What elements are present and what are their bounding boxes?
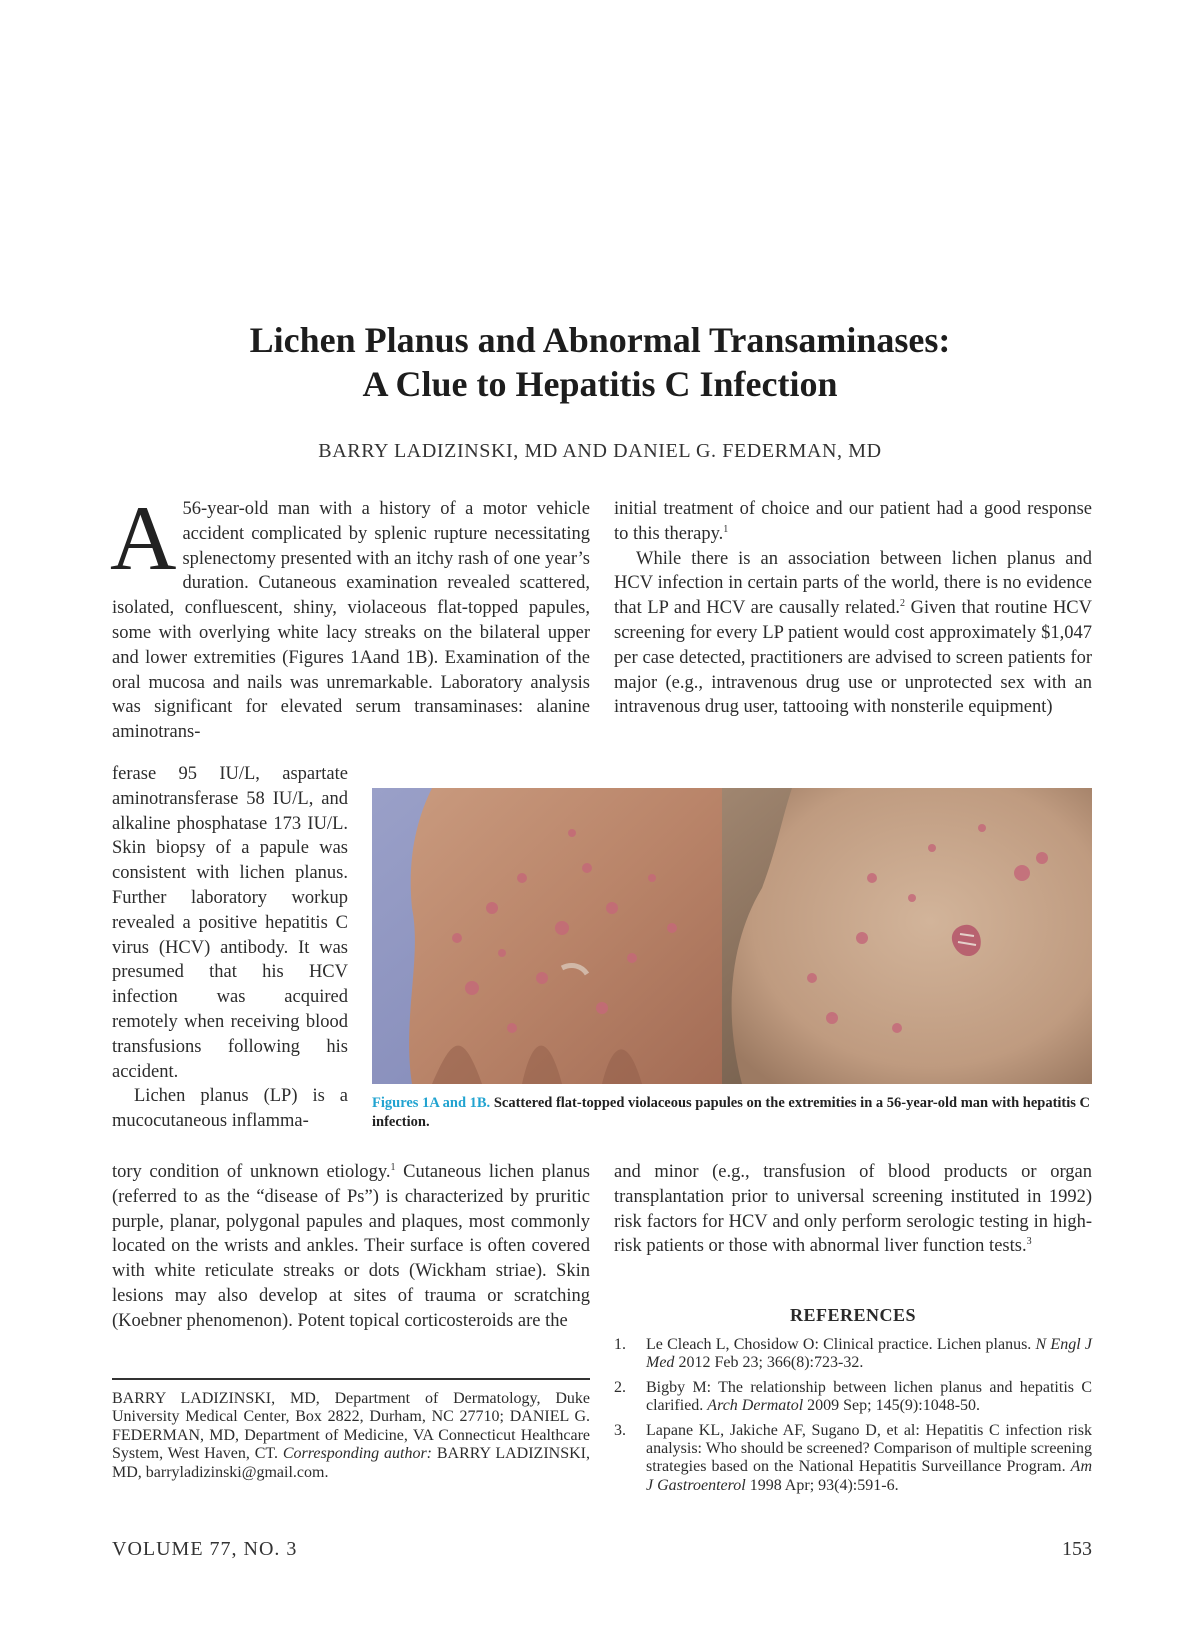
affiliation-rule bbox=[112, 1378, 590, 1380]
reference-details: 1998 Apr; 93(4):591-6. bbox=[745, 1476, 899, 1494]
reference-details: 2012 Feb 23; 366(8):723-32. bbox=[674, 1354, 864, 1372]
figure-label: Figures 1A and 1B. bbox=[372, 1095, 491, 1111]
body-paragraph-4a: While there is an association between lichen planus and HCV infection in certain parts of the world, there is no evidence that LP and HCV are causally related. bbox=[614, 548, 1092, 619]
reference-journal: N Engl J Med bbox=[646, 1336, 1092, 1372]
author-affiliation bbox=[112, 1390, 590, 1482]
citation-3: 3 bbox=[1026, 1236, 1032, 1248]
figure-caption-text: Scattered flat-topped violaceous papules on the extremities in a 56-year-old man with hepatitis C infection. bbox=[372, 1095, 1091, 1130]
body-paragraph-5: and minor (e.g., transfusion of blood products or organ transplantation prior to universal screening instituted in 1992) risk factors for HCV and only perform serologic testing in high-risk patients or those with abnormal liver function tests. bbox=[614, 1162, 1092, 1257]
reference-number: 2. bbox=[614, 1378, 626, 1396]
reference-item bbox=[614, 1422, 1092, 1496]
left-column-narrow bbox=[112, 762, 348, 1134]
body-paragraph-2a: Lichen planus (LP) is a mucocutaneous inflamma- bbox=[112, 1086, 348, 1132]
right-column-top bbox=[614, 497, 1092, 720]
figure-1b-ankle-photo bbox=[722, 788, 1092, 1084]
body-paragraph-2b: tory condition of unknown etiology. bbox=[112, 1162, 391, 1182]
reference-number: 3. bbox=[614, 1421, 626, 1439]
page-number: 153 bbox=[1062, 1538, 1092, 1560]
left-column-bottom bbox=[112, 1160, 590, 1334]
body-paragraph-4b: Given that routine HCV screening for every LP patient would cost approximately $1,047 per case detected, practitioners are advised to screen patients for major (e.g., intravenous drug use or unprotected sex with an intravenous drug user, tattooing with nonsterile equipment) bbox=[614, 598, 1092, 718]
reference-journal: Am J Gastroenterol bbox=[646, 1458, 1092, 1494]
right-column-bottom bbox=[614, 1160, 1092, 1259]
reference-text: Bigby M: The relationship between lichen planus and hepatitis C clarified. bbox=[646, 1378, 1092, 1415]
body-paragraph-3: initial treatment of choice and our patient had a good response to this therapy. bbox=[614, 499, 1092, 544]
citation-2: 2 bbox=[900, 598, 906, 610]
body-paragraph-2c: Cutaneous lichen planus (referred to as the “disease of Ps”) is characterized by pruritic purple, planar, polygonal papules and plaques, most commonly located on the wrists and ankles. Their surface is often covered with white reticulate streaks or dots (Wickham striae). Skin lesions may also develop at sites of trauma or scratching (Koebner phenomenon). Potent topical corticosteroids are the bbox=[112, 1162, 590, 1331]
reference-number: 1. bbox=[614, 1336, 626, 1353]
dropcap: A bbox=[110, 487, 177, 589]
reference-details: 2009 Sep; 145(9):1048-50. bbox=[803, 1397, 981, 1415]
affiliation-text-a: BARRY LADIZINSKI, MD, Department of Dermatology, Duke University Medical Center, Box 2822, Durham, NC 27710; DANIEL G. FEDERMAN, MD, Department of Medicine, VA Connecticut Healthcare System, West Haven, CT. bbox=[112, 1390, 590, 1463]
article-title bbox=[0, 318, 1200, 406]
body-paragraph-1a: 56-year-old man with a history of a motor vehicle accident complicated by splenic rupture necessitating splenectomy presented with an itchy rash of one year’s duration. Cutaneous examination revealed scattered, isolated, confluescent, shiny, violaceous flat-topped papules, some with overlying white lacy streaks on the bilateral upper and lower extremities (Figures 1Aand 1B). Examination of the oral mucosa and nails was unremarkable. Laboratory analysis was significant for elevated serum transaminases: alanine aminotrans- bbox=[112, 499, 590, 743]
references-heading: REFERENCES bbox=[789, 1305, 917, 1325]
reference-item bbox=[614, 1336, 1092, 1373]
reference-journal: Arch Dermatol bbox=[707, 1397, 804, 1415]
title-line-2: A Clue to Hepatitis C Infection bbox=[362, 364, 838, 404]
left-column-top bbox=[110, 487, 590, 745]
figure-1a-hand-photo bbox=[372, 788, 722, 1084]
figure-1 bbox=[372, 788, 1092, 1084]
authors-line: BARRY LADIZINSKI, MD AND DANIEL G. FEDERMAN, MD bbox=[318, 440, 882, 462]
reference-text: Le Cleach L, Chosidow O: Clinical practice. Lichen planus. bbox=[646, 1336, 1036, 1353]
reference-item bbox=[614, 1379, 1092, 1416]
reference-text: Lapane KL, Jakiche AF, Sugano D, et al: Hepatitis C infection risk analysis: Who should be screened? Comparison of multiple screening strategies based on the National Hepatitis Surveillance Program. bbox=[646, 1421, 1092, 1476]
journal-volume: VOLUME 77, NO. 3 bbox=[112, 1538, 298, 1560]
title-line-1: Lichen Planus and Abnormal Transaminases: bbox=[249, 320, 951, 360]
references-list bbox=[614, 1336, 1092, 1501]
corresponding-label: Corresponding author: bbox=[282, 1445, 432, 1463]
citation-1: 1 bbox=[390, 1161, 396, 1173]
citation-1b: 1 bbox=[723, 523, 729, 535]
body-paragraph-1b: ferase 95 IU/L, aspartate aminotransferase 58 IU/L, and alkaline phosphatase 173 IU/L. Skin biopsy of a papule was consistent with lichen planus. Further laboratory workup revealed a positive hepatitis C virus (HCV) antibody. It was presumed that his HCV infection was acquired remotely when receiving blood transfusions following his accident. bbox=[112, 764, 348, 1082]
figure-caption bbox=[372, 1094, 1092, 1132]
affiliation-text-b: BARRY LADIZINSKI, MD, barryladizinski@gmail.com. bbox=[112, 1445, 590, 1481]
